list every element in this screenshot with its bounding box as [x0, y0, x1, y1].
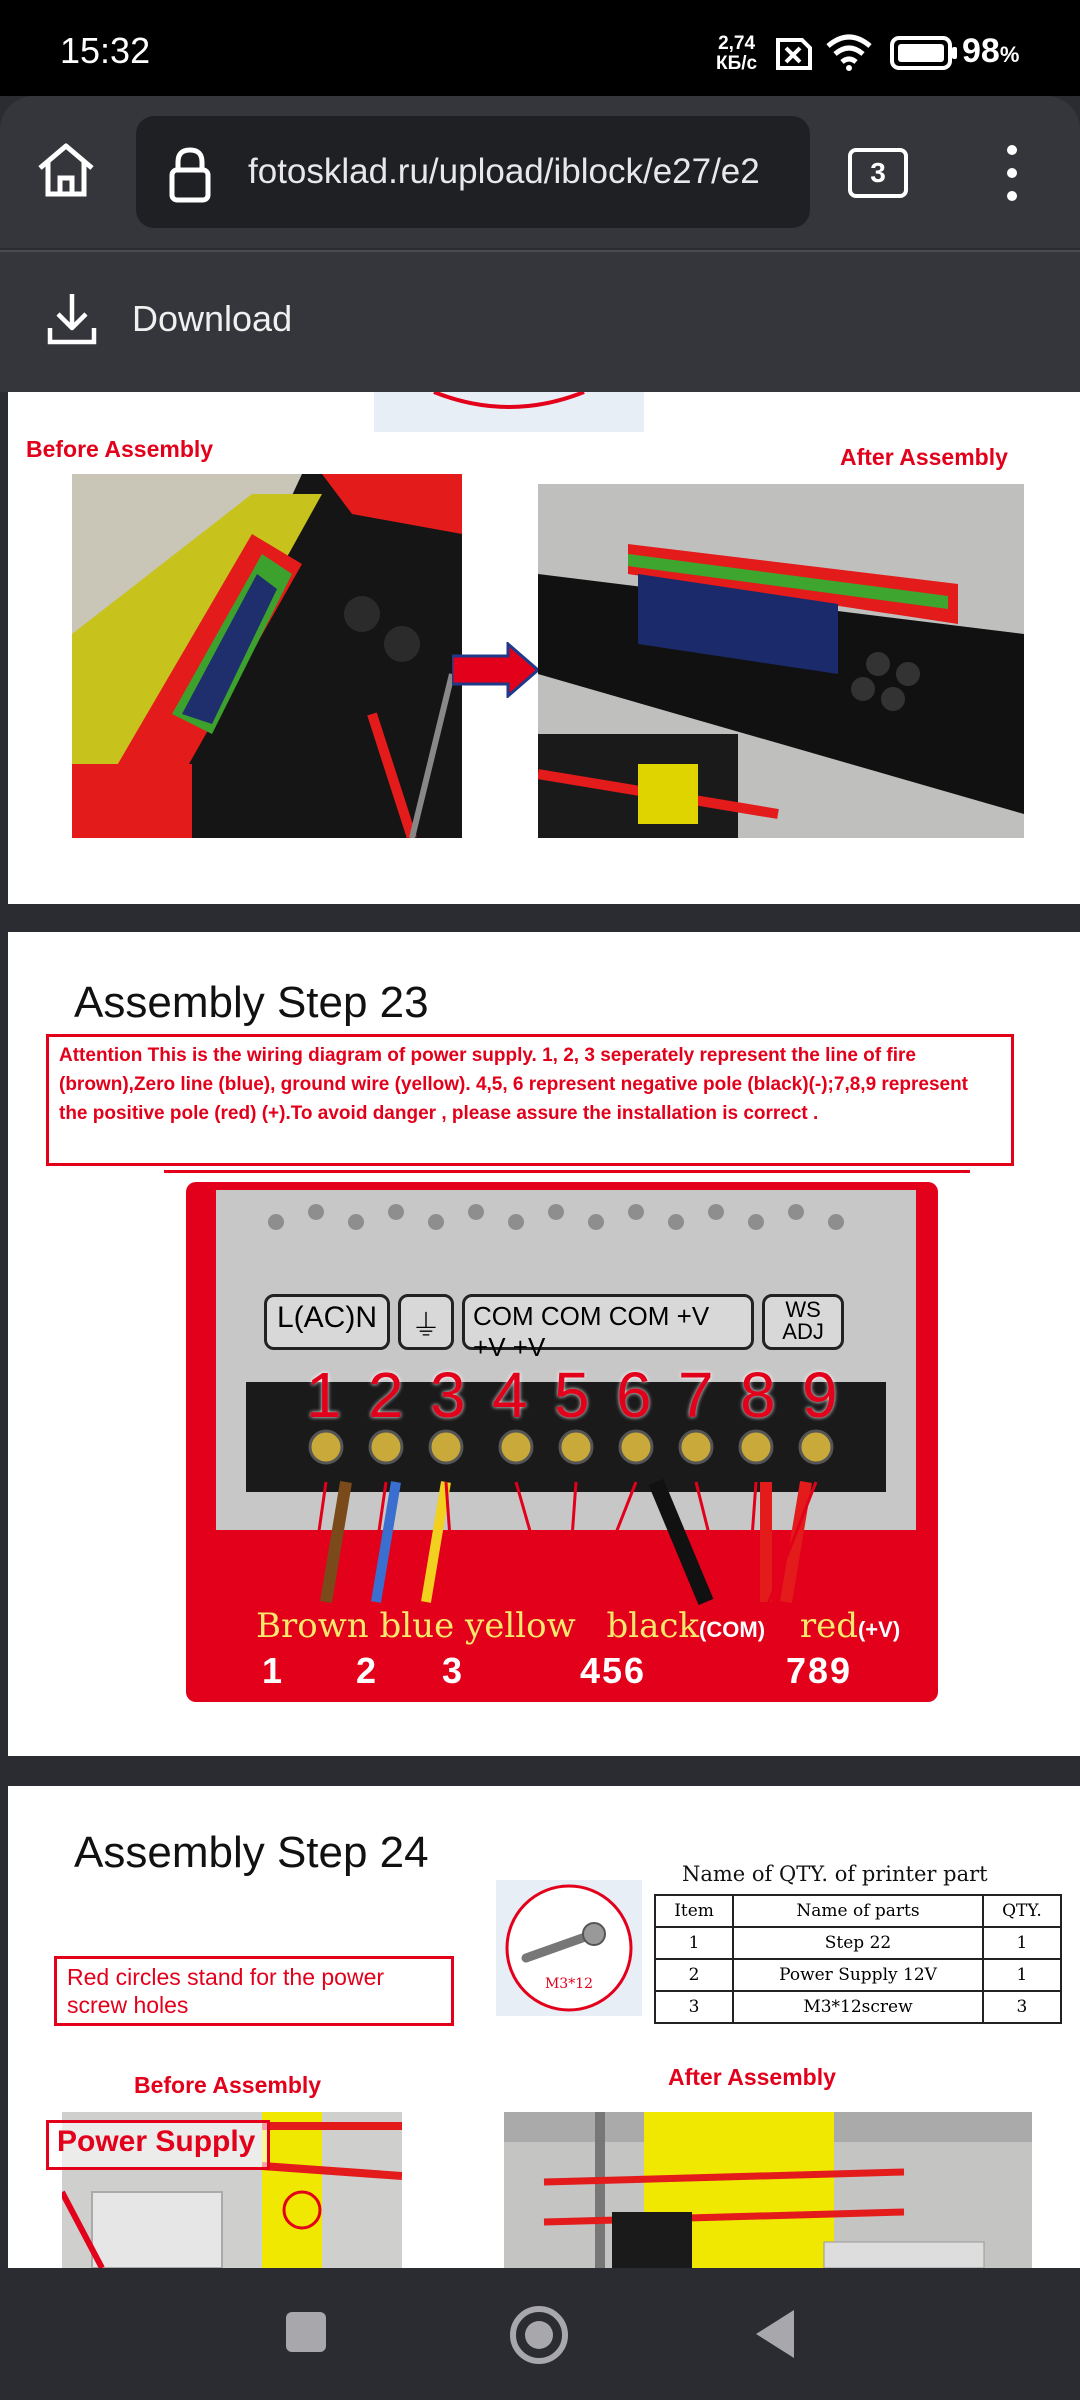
- more-menu-icon[interactable]: [1000, 142, 1024, 204]
- home-icon[interactable]: [34, 140, 98, 200]
- step24-title: Assembly Step 24: [74, 1828, 429, 1877]
- table-cell: Step 22: [733, 1927, 983, 1959]
- plate-label-ac: L(AC)N: [264, 1294, 390, 1350]
- parts-table-header: Name of parts: [733, 1895, 983, 1927]
- wire-number-3: 3: [442, 1650, 463, 1691]
- divider: [164, 1170, 970, 1173]
- wire-label-brown: Brown: [256, 1606, 369, 1646]
- wire-numbers: [262, 1650, 902, 1694]
- before-assembly-label: Before Assembly: [26, 436, 214, 462]
- home-button[interactable]: [508, 2304, 570, 2366]
- terminal-number: 9: [802, 1359, 838, 1431]
- after-assembly-image: [538, 484, 1024, 838]
- screw-label: M3*12: [544, 1976, 594, 1992]
- attention-note: Attention This is the wiring diagram of power supply. 1, 2, 3 seperately represent the line of fire (brown),Zero line (blue), ground wire (yellow). 4,5, 6 represent negative pole (black)(-);7,8,9 represent the positive pole (red) (+).To avoid danger , please assure the installation is correct .: [46, 1034, 1014, 1166]
- wire-number-456: 456: [580, 1650, 647, 1691]
- screw-image: [496, 1880, 642, 2016]
- parts-table-header: QTY.: [983, 1895, 1061, 1927]
- wire-number-1: 1: [262, 1650, 283, 1691]
- terminal-label-plate: [264, 1294, 844, 1362]
- back-button[interactable]: [752, 2308, 798, 2360]
- wire-label-blue: blue: [379, 1606, 455, 1646]
- wifi-icon: [826, 34, 872, 72]
- wire-number-2: 2: [356, 1650, 377, 1691]
- before-assembly-image: [72, 474, 462, 838]
- recent-apps-button[interactable]: [286, 2312, 326, 2352]
- step23-title: Assembly Step 23: [74, 978, 429, 1027]
- table-cell: 3: [983, 1991, 1061, 2023]
- step24-before-label: Before Assembly: [134, 2072, 322, 2098]
- table-cell: 2: [655, 1959, 733, 1991]
- plate-label-ground: ⏚: [398, 1294, 454, 1350]
- network-rate-unit: КБ/с: [716, 53, 758, 74]
- url-text[interactable]: fotosklad.ru/upload/iblock/e27/e2: [248, 152, 760, 191]
- table-cell: M3*12screw: [733, 1991, 983, 2023]
- parts-table: [654, 1894, 1062, 2024]
- parts-table-header-row: [655, 1895, 1061, 1927]
- terminal-number: 1: [306, 1359, 342, 1431]
- terminal-number: 8: [740, 1359, 776, 1431]
- battery-level-unit: %: [999, 42, 1020, 67]
- after-assembly-label: After Assembly: [840, 444, 1008, 470]
- terminal-number: 4: [492, 1359, 528, 1431]
- wire-label-v: (+V): [857, 1617, 901, 1642]
- wire-color-labels: [256, 1606, 900, 1646]
- table-row: [655, 1991, 1061, 2023]
- power-supply-wiring-photo: [186, 1182, 938, 1702]
- step24-after-image: [504, 2112, 1032, 2268]
- previous-image-fragment: [374, 392, 644, 432]
- network-rate-value: 2,74: [718, 33, 756, 54]
- wire-label-red: red: [799, 1606, 858, 1646]
- terminal-number: 6: [616, 1359, 652, 1431]
- wire-label-black: black: [606, 1606, 700, 1646]
- screw-icon: [496, 1880, 642, 2016]
- network-rate: [716, 34, 757, 74]
- table-cell: 1: [983, 1959, 1061, 1991]
- status-time: 15:32: [60, 30, 151, 71]
- step24-after-label: After Assembly: [668, 2064, 836, 2090]
- parts-table-title: Name of QTY. of printer part: [682, 1862, 988, 1886]
- download-icon[interactable]: [46, 290, 98, 346]
- table-cell: 1: [655, 1927, 733, 1959]
- table-cell: Power Supply 12V: [733, 1959, 983, 1991]
- plate-label-ws-adj: WS ADJ: [762, 1294, 844, 1350]
- power-supply-callout: Power Supply: [46, 2120, 270, 2170]
- table-cell: 3: [655, 1991, 733, 2023]
- power-screw-note: Red circles stand for the power screw holes: [54, 1956, 454, 2026]
- battery-level-value: 98: [962, 32, 1000, 70]
- table-row: [655, 1927, 1061, 1959]
- table-row: [655, 1959, 1061, 1991]
- arrow-icon: [452, 642, 542, 698]
- parts-table-header: Item: [655, 1895, 733, 1927]
- battery-level: [962, 32, 1019, 71]
- lock-icon[interactable]: [166, 144, 214, 204]
- sim-disabled-icon: [772, 38, 812, 70]
- terminal-numbers: [306, 1358, 866, 1431]
- table-cell: 1: [983, 1927, 1061, 1959]
- wire-label-com: (COM): [699, 1617, 766, 1642]
- terminal-number: 7: [678, 1359, 714, 1431]
- wire-number-789: 789: [786, 1650, 853, 1691]
- terminal-number: 2: [368, 1359, 404, 1431]
- plate-label-com-v: COM COM COM +V +V +V: [462, 1294, 754, 1350]
- status-bar: [0, 0, 1080, 96]
- download-label[interactable]: Download: [132, 298, 293, 339]
- wire-label-yellow: yellow: [465, 1606, 576, 1646]
- terminal-number: 3: [430, 1359, 466, 1431]
- terminal-number: 5: [554, 1359, 590, 1431]
- tab-switcher-button[interactable]: 3: [848, 148, 908, 198]
- battery-icon: [890, 36, 960, 70]
